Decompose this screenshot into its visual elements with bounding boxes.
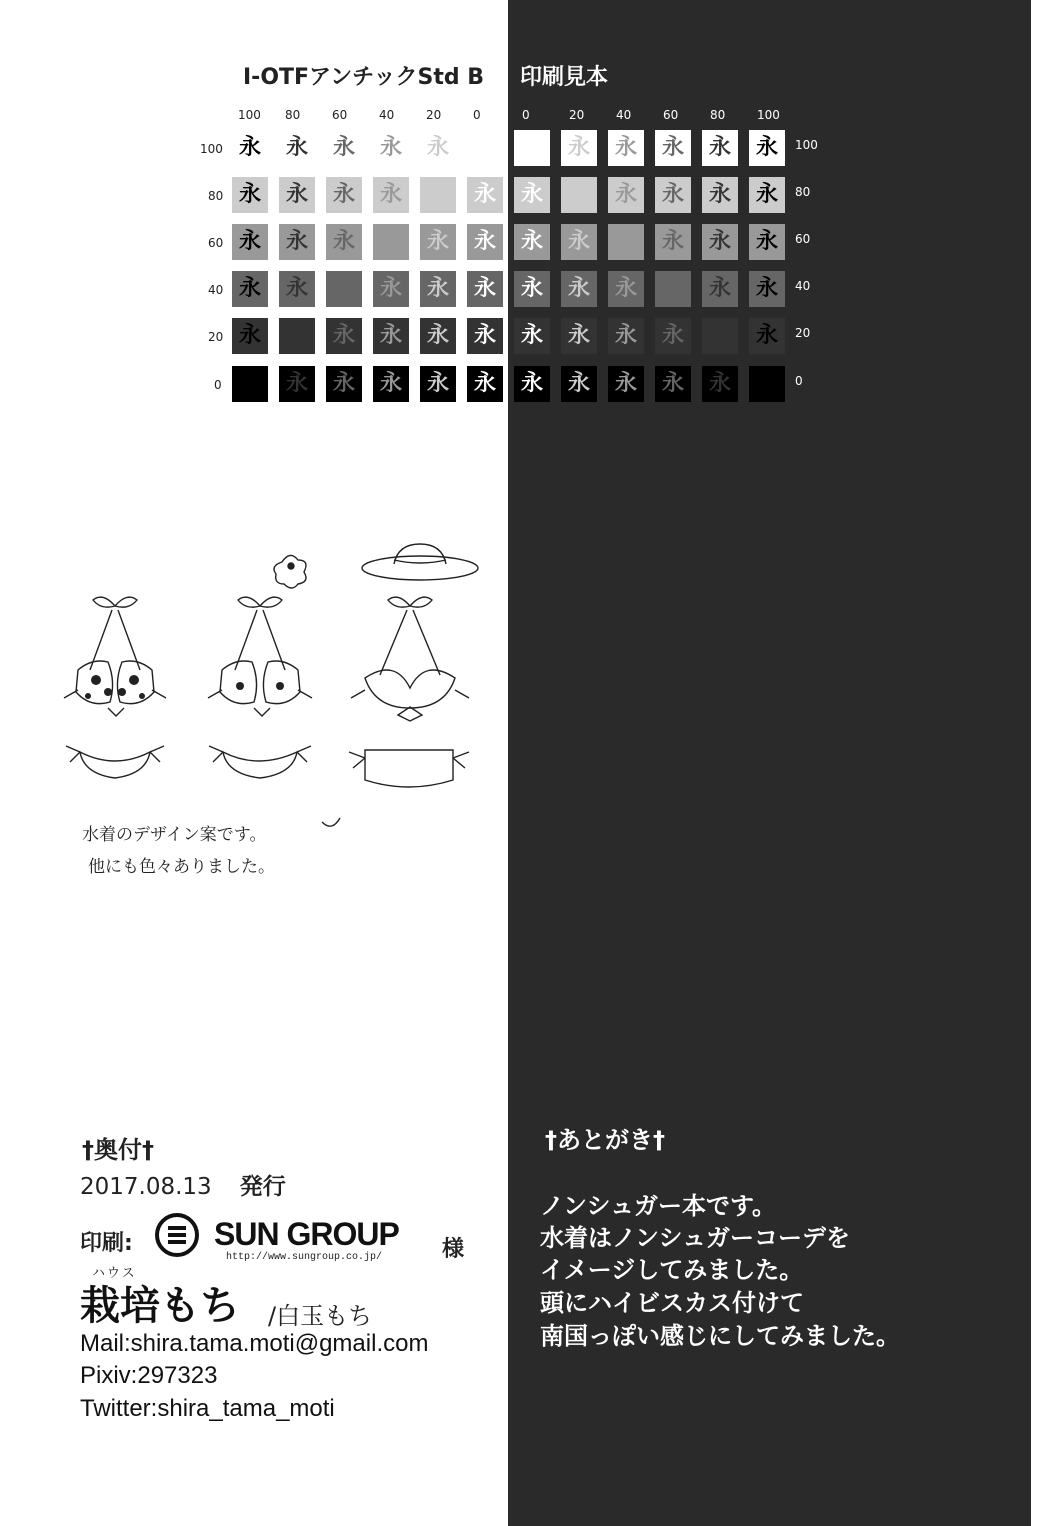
top-tick-label: 0 [522, 108, 530, 122]
tint-sample-cell: 永 [608, 177, 644, 213]
tint-sample-cell: 永 [326, 224, 362, 260]
tint-sample-cell: 永 [467, 224, 503, 260]
tint-sample-cell: 永 [561, 224, 597, 260]
tint-sample-cell: 永 [608, 130, 644, 166]
sketch-note-1: 水着のデザイン案です。 [82, 825, 267, 845]
tint-sample-cell: 永 [655, 130, 691, 166]
tint-sample-cell: 永 [420, 271, 456, 307]
tint-sample-cell: 永 [608, 366, 644, 402]
top-tick-label: 100 [238, 108, 261, 122]
tint-sample-cell: 永 [514, 318, 550, 354]
tint-sample-cell: 永 [749, 177, 785, 213]
tint-sample-cell: 永 [326, 130, 362, 166]
afterword-heading: †あとがき† [545, 1126, 665, 1154]
tint-sample-cell: 永 [749, 224, 785, 260]
tint-sample-cell: 永 [655, 177, 691, 213]
tint-sample-cell: 永 [608, 318, 644, 354]
row-tick-label: 100 [795, 138, 818, 152]
afterword-line: 頭にハイビスカス付けて [540, 1289, 804, 1317]
tint-sample-cell: 永 [420, 224, 456, 260]
top-tick-label: 60 [332, 108, 348, 122]
tint-sample-cell: 永 [561, 271, 597, 307]
row-tick-label: 80 [208, 189, 224, 203]
tint-sample-cell: 永 [279, 366, 315, 402]
top-tick-label: 40 [379, 108, 395, 122]
tint-sample-cell: 永 [373, 130, 409, 166]
sketch-note-2: 他にも色々ありました。 [88, 857, 275, 877]
tint-sample-cell: 永 [561, 318, 597, 354]
top-tick-label: 20 [569, 108, 585, 122]
contact-twitter: Twitter:shira_tama_moti [80, 1395, 335, 1422]
printer-credit [80, 1212, 500, 1262]
tint-sample-cell: 永 [702, 130, 738, 166]
tint-sample-cell: 永 [326, 366, 362, 402]
tint-sample-cell: 永 [420, 366, 456, 402]
tint-sample-cell: 永 [279, 224, 315, 260]
row-tick-label: 100 [200, 142, 223, 156]
afterword-line: 南国っぽい感じにしてみました。 [540, 1322, 900, 1350]
tint-sample-cell: 永 [279, 177, 315, 213]
tint-sample-cell: 永 [514, 366, 550, 402]
tint-sample-cell: 永 [702, 224, 738, 260]
tint-sample-cell: 永 [655, 318, 691, 354]
tint-sample-cell: 永 [279, 271, 315, 307]
afterword-line: 水着はノンシュガーコーデを [540, 1224, 850, 1252]
tint-sample-cell: 永 [279, 130, 315, 166]
colophon-heading: †奥付† [82, 1136, 154, 1164]
tint-sample-cell: 永 [232, 224, 268, 260]
swimsuit-design-sketch [60, 540, 500, 880]
row-tick-label: 0 [795, 374, 803, 388]
top-tick-label: 80 [710, 108, 726, 122]
tint-sample-cell: 永 [514, 271, 550, 307]
tint-sample-cell: 永 [420, 130, 456, 166]
tint-sample-cell: 永 [608, 224, 644, 260]
row-tick-label: 20 [208, 330, 224, 344]
afterword-line: イメージしてみました。 [540, 1256, 804, 1284]
printer-name: SUN GROUP [214, 1216, 399, 1252]
honorific: 様 [442, 1237, 465, 1262]
tint-sample-cell: 永 [702, 271, 738, 307]
tint-sample-cell: 永 [467, 366, 503, 402]
tint-sample-cell: 永 [326, 271, 362, 307]
row-tick-label: 20 [795, 326, 811, 340]
tint-sample-cell: 永 [232, 130, 268, 166]
tint-sample-cell: 永 [702, 366, 738, 402]
tint-sample-cell: 永 [514, 177, 550, 213]
row-tick-label: 60 [795, 232, 811, 246]
tint-sample-cell: 永 [749, 130, 785, 166]
tint-sample-cell: 永 [467, 271, 503, 307]
tint-sample-cell: 永 [608, 271, 644, 307]
hibiscus-icon [274, 555, 306, 588]
tint-sample-cell: 永 [326, 177, 362, 213]
row-tick-label: 80 [795, 185, 811, 199]
circle-credit [80, 1262, 500, 1332]
row-tick-label: 40 [795, 279, 811, 293]
issue-date: 2017.08.13 [80, 1174, 212, 1200]
tint-sample-cell: 永 [655, 271, 691, 307]
bikini-bottom-1 [66, 746, 164, 778]
tint-sample-cell: 永 [749, 271, 785, 307]
issue-date-line [80, 1168, 286, 1201]
tint-sample-cell: 永 [232, 318, 268, 354]
circle-name: 栽培もち [80, 1283, 240, 1329]
author-name: /白玉もち [268, 1302, 373, 1330]
hat-icon [362, 544, 478, 580]
bikini-top-3 [351, 597, 469, 721]
bikini-top-2 [208, 597, 312, 716]
tint-sample-cell: 永 [467, 130, 503, 166]
printer-url: http://www.sungroup.co.jp/ [226, 1252, 383, 1263]
issue-word: 発行 [239, 1174, 286, 1200]
tint-sample-cell: 永 [655, 366, 691, 402]
font-name: I-OTFアンチックStd B [243, 65, 485, 90]
tint-sample-cell: 永 [467, 318, 503, 354]
print-sample-label: 印刷見本 [520, 65, 609, 90]
top-tick-label: 20 [426, 108, 442, 122]
top-tick-label: 60 [663, 108, 679, 122]
tint-sample-cell: 永 [749, 366, 785, 402]
contact-mail: Mail:shira.tama.moti@gmail.com [80, 1330, 429, 1357]
bikini-bottom-3 [349, 750, 469, 787]
tint-sample-cell: 永 [702, 177, 738, 213]
bikini-top-1 [64, 597, 166, 716]
row-tick-label: 0 [214, 378, 222, 392]
afterword-line: ノンシュガー本です。 [540, 1192, 777, 1220]
sun-group-logo-icon [154, 1212, 200, 1258]
tint-sample-cell: 永 [514, 224, 550, 260]
row-tick-label: 40 [208, 283, 224, 297]
tint-sample-cell: 永 [373, 318, 409, 354]
tint-sample-cell: 永 [561, 130, 597, 166]
tint-sample-cell: 永 [749, 318, 785, 354]
tint-sample-cell: 永 [373, 271, 409, 307]
tint-sample-cell: 永 [561, 366, 597, 402]
tint-sample-cell: 永 [326, 318, 362, 354]
tint-sample-cell: 永 [232, 177, 268, 213]
row-tick-label: 60 [208, 236, 224, 250]
top-tick-label: 100 [757, 108, 780, 122]
printer-label: 印刷: [80, 1231, 133, 1256]
contact-pixiv: Pixiv:297323 [80, 1362, 218, 1389]
tint-sample-cell: 永 [561, 177, 597, 213]
tint-sample-cell: 永 [702, 318, 738, 354]
tint-sample-cell: 永 [420, 177, 456, 213]
tint-sample-cell: 永 [373, 366, 409, 402]
top-tick-label: 40 [616, 108, 632, 122]
circle-furigana: ハウス [92, 1266, 137, 1281]
top-tick-label: 0 [473, 108, 481, 122]
bikini-bottom-2 [209, 746, 311, 778]
print-sample-chart [0, 0, 1050, 420]
tint-sample-cell: 永 [279, 318, 315, 354]
tint-sample-cell: 永 [514, 130, 550, 166]
top-tick-label: 80 [285, 108, 301, 122]
tint-sample-cell: 永 [420, 318, 456, 354]
tint-sample-cell: 永 [373, 177, 409, 213]
tint-sample-cell: 永 [373, 224, 409, 260]
tint-sample-cell: 永 [232, 271, 268, 307]
tint-sample-cell: 永 [467, 177, 503, 213]
tint-sample-cell: 永 [232, 366, 268, 402]
tint-sample-cell: 永 [655, 224, 691, 260]
